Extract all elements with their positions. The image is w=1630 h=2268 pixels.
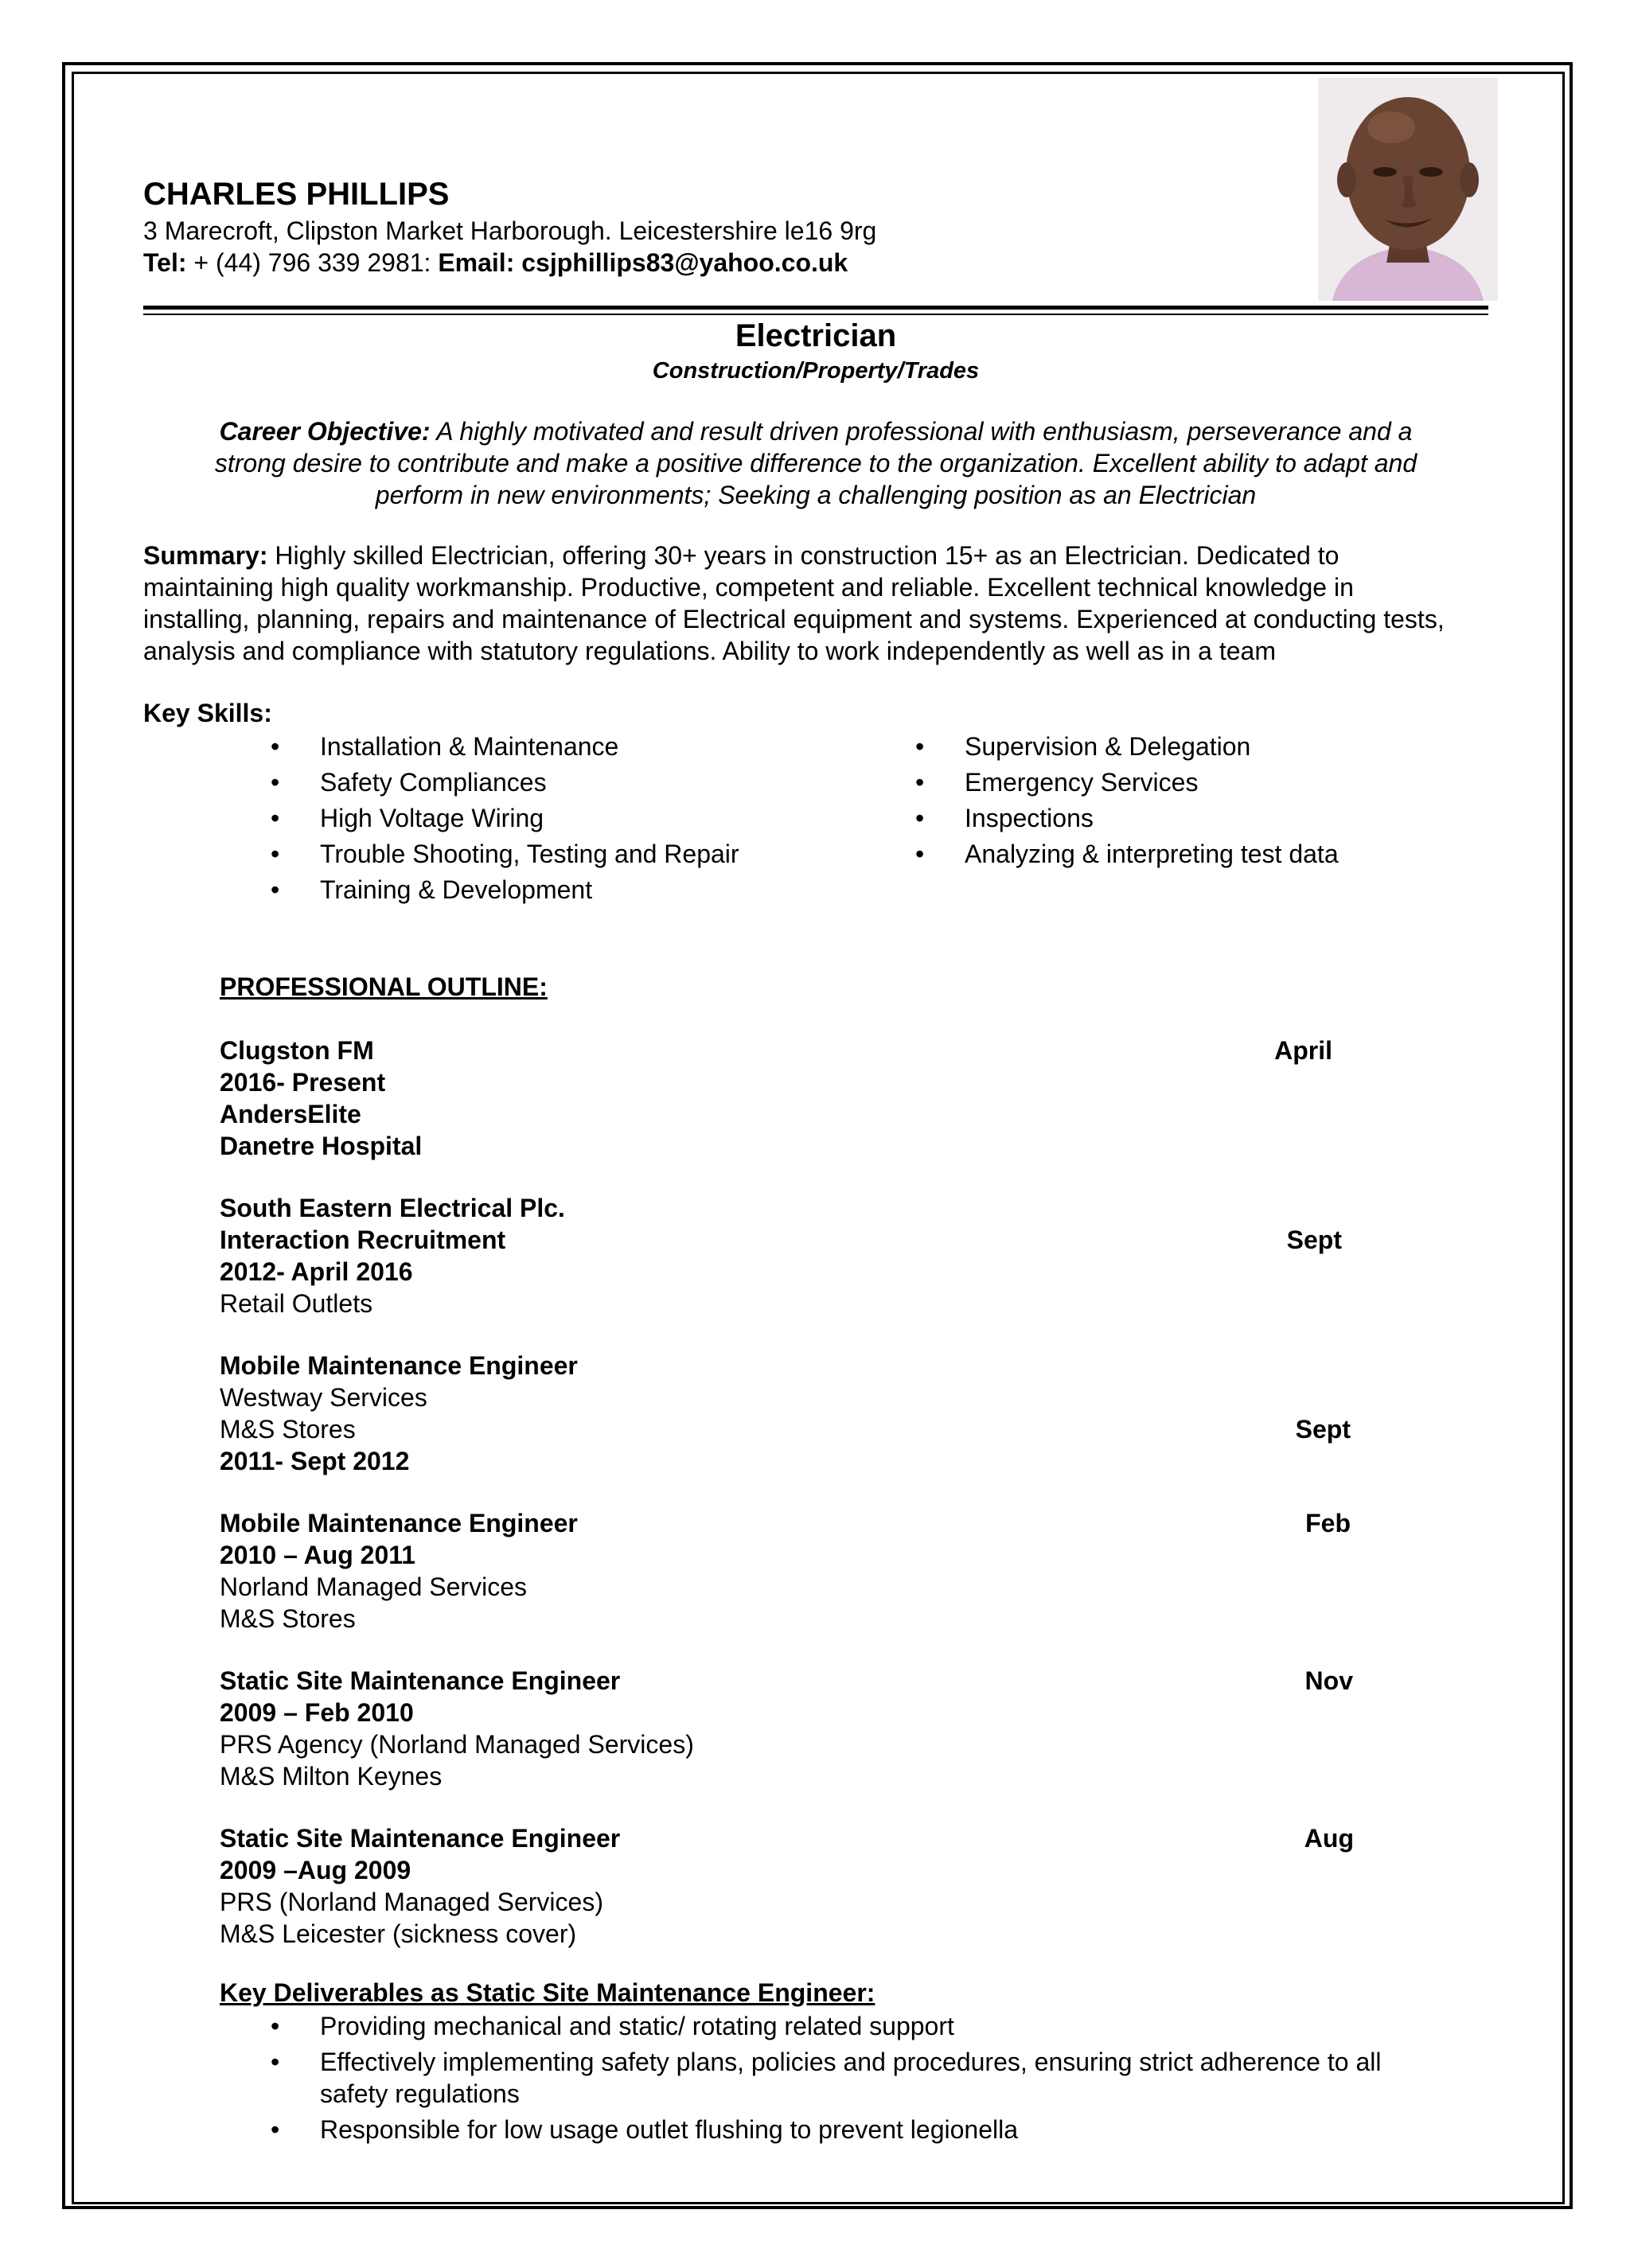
career-objective-label: Career Objective: xyxy=(219,417,431,446)
career-objective-line-3: perform in new environments; Seeking a challenging position as an Electrician xyxy=(375,481,1257,509)
job-line: 2012- April 2016 xyxy=(220,1257,413,1286)
job-line: M&S Milton Keynes xyxy=(220,1762,443,1791)
contact-line xyxy=(143,248,848,278)
job-start-month: Nov xyxy=(1304,1666,1353,1695)
job-line: PRS (Norland Managed Services) xyxy=(220,1888,603,1916)
key-skills-list-left xyxy=(271,731,764,910)
summary-label: Summary: xyxy=(143,541,268,570)
skill-item: • Analyzing & interpreting test data xyxy=(915,838,1472,870)
header-rule-thick xyxy=(143,306,1488,310)
profile-photo xyxy=(1318,78,1498,301)
job-start-month: Sept xyxy=(1295,1415,1351,1444)
career-objective xyxy=(143,415,1488,511)
job-line: Retail Outlets xyxy=(220,1289,373,1318)
skill-item: • Trouble Shooting, Testing and Repair xyxy=(271,838,764,870)
summary-text: Highly skilled Electrician, offering 30+ years in construction 15+ as an Electrician. Dedicated to maintaining high quality workmanship. Productive, competent and reliable. Excellent technical knowledge in installing, planning, repairs and maintenance of Electrical equipment and systems. Experienced at conducting tests, analysis and compliance with statutory regulations. Ability to work independently as well as in a team xyxy=(143,541,1445,665)
key-skills-label: Key Skills: xyxy=(143,699,272,727)
header-rule-thin xyxy=(143,314,1488,315)
job-line: South Eastern Electrical Plc. xyxy=(220,1194,565,1222)
job-start-month: April xyxy=(1274,1036,1332,1065)
job-line: M&S Stores xyxy=(220,1415,356,1444)
email-label: Email: xyxy=(438,248,515,277)
key-skills-list-right xyxy=(915,731,1472,874)
job-line: 2009 –Aug 2009 xyxy=(220,1856,411,1884)
job-line: 2016- Present xyxy=(220,1068,386,1097)
skill-item: • Training & Development xyxy=(271,874,764,906)
skill-item: • Installation & Maintenance xyxy=(271,731,764,762)
job-line: M&S Stores xyxy=(220,1604,356,1633)
job-line: 2010 – Aug 2011 xyxy=(220,1541,416,1569)
professional-outline-heading: PROFESSIONAL OUTLINE: xyxy=(220,972,548,1001)
job-start-month: Sept xyxy=(1286,1226,1342,1254)
job-line: Interaction Recruitment xyxy=(220,1226,506,1254)
skill-item: • Supervision & Delegation xyxy=(915,731,1472,762)
deliverable-item: • Responsible for low usage outlet flushing to prevent legionella xyxy=(271,2114,1433,2145)
job-line: PRS Agency (Norland Managed Services) xyxy=(220,1730,694,1759)
profile-photo-portrait xyxy=(1318,78,1498,301)
job-line: Clugston FM xyxy=(220,1036,374,1065)
job-line: Westway Services xyxy=(220,1383,427,1412)
key-deliverables-list xyxy=(271,2010,1433,2149)
key-deliverables-heading: Key Deliverables as Static Site Maintenance Engineer: xyxy=(220,1978,875,2007)
career-objective-line-1: Career Objective: A highly motivated and result driven professional with enthusiasm, perseverance and a xyxy=(219,417,1413,446)
job-line: Static Site Maintenance Engineer xyxy=(220,1666,621,1695)
career-objective-line-2: strong desire to contribute and make a positive difference to the organization. Excellent ability to adapt and xyxy=(214,449,1417,477)
skill-item: • Safety Compliances xyxy=(271,766,764,798)
job-line: Static Site Maintenance Engineer xyxy=(220,1824,621,1853)
job-title: Electrician xyxy=(735,318,897,353)
candidate-address: 3 Marecroft, Clipston Market Harborough. Leicestershire le16 9rg xyxy=(143,216,877,245)
job-line: Mobile Maintenance Engineer xyxy=(220,1351,578,1380)
tel-value: + (44) 796 339 2981: xyxy=(186,248,439,277)
job-line: 2009 – Feb 2010 xyxy=(220,1698,414,1727)
job-line: 2011- Sept 2012 xyxy=(220,1447,410,1475)
job-start-month: Feb xyxy=(1305,1509,1351,1537)
skill-item: • High Voltage Wiring xyxy=(271,802,764,834)
job-line: AndersElite xyxy=(220,1100,361,1128)
candidate-name: CHARLES PHILLIPS xyxy=(143,177,450,212)
summary-paragraph xyxy=(143,540,1464,667)
job-line: Mobile Maintenance Engineer xyxy=(220,1509,578,1537)
email-value: csjphillips83@yahoo.co.uk xyxy=(514,248,848,277)
tel-label: Tel: xyxy=(143,248,187,277)
deliverable-item: • Effectively implementing safety plans, policies and procedures, ensuring strict adherence to all safety regulations xyxy=(271,2046,1433,2110)
job-start-month: Aug xyxy=(1304,1824,1354,1853)
skill-item: • Inspections xyxy=(915,802,1472,834)
skill-item: • Emergency Services xyxy=(915,766,1472,798)
job-line: Danetre Hospital xyxy=(220,1132,423,1160)
job-line: Norland Managed Services xyxy=(220,1572,527,1601)
job-sector: Construction/Property/Trades xyxy=(652,358,980,384)
deliverable-item: • Providing mechanical and static/ rotating related support xyxy=(271,2010,1433,2042)
job-line: M&S Leicester (sickness cover) xyxy=(220,1919,577,1948)
